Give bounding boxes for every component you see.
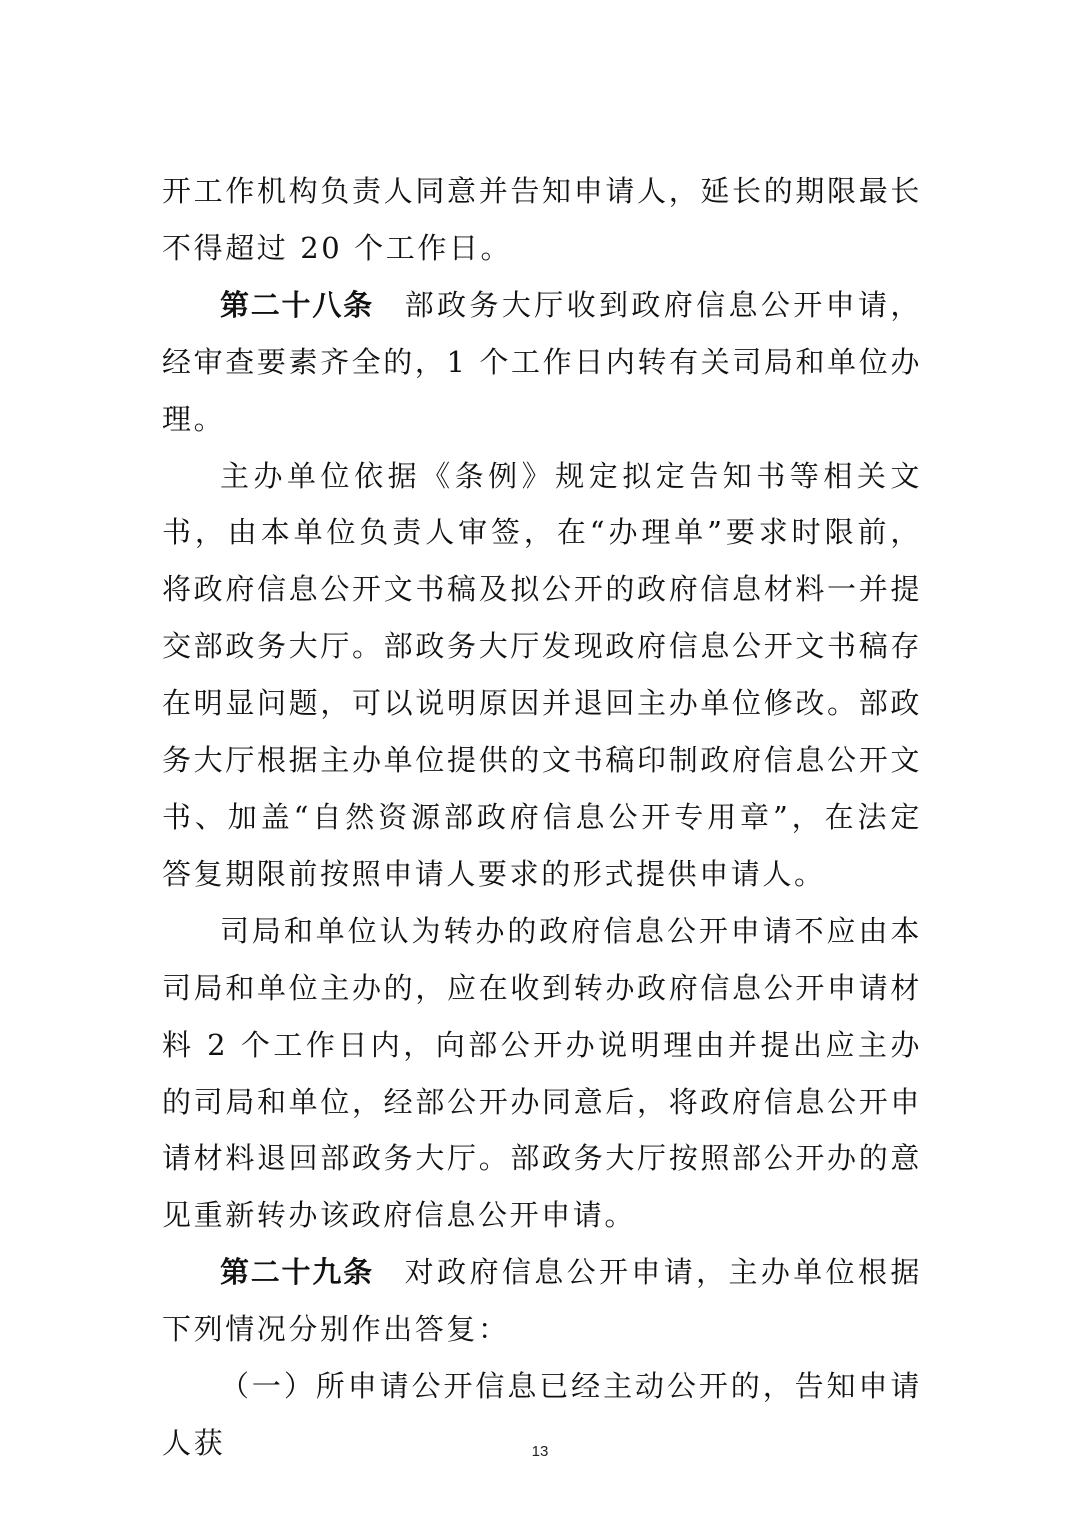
paragraph-text: （一）所申请公开信息已经主动公开的，告知申请人获 [162, 1369, 922, 1460]
paragraph-text: 开工作机构负责人同意并告知申请人，延长的期限最长不得超过 20 个工作日。 [162, 174, 922, 265]
paragraph-text: 对政府信息公开申请，主办单位根据下列情况分别作出答复： [162, 1255, 922, 1347]
article-label: 第二十九条 [220, 1255, 374, 1290]
paragraph-continuation [162, 163, 922, 277]
paragraph [162, 448, 922, 903]
paragraph-text: 主办单位依据《条例》规定拟定告知书等相关文书，由本单位负责人审签，在“办理单”要求时限前，将政府信息公开文书稿及拟公开的政府信息材料一并提交部政务大厅。部政务大厅发现政府信息公开文书稿存在明显问题，可以说明原因并退回主办单位修改。部政务大厅根据主办单位提供的文书稿印制政府信息公开文书、加盖“自然资源部政府信息公开专用章”，在法定答复期限前按照申请人要求的形式提供申请人。 [162, 458, 922, 891]
paragraph [162, 903, 922, 1244]
article-label: 第二十八条 [220, 287, 374, 322]
page-number: 13 [531, 1443, 549, 1460]
document-body [162, 163, 922, 1472]
article-29 [162, 1244, 922, 1358]
paragraph-text: 部政务大厅收到政府信息公开申请，经审查要素齐全的，1 个工作日内转有关司局和单位办理。 [162, 287, 922, 436]
article-28 [162, 277, 922, 448]
paragraph-text: 司局和单位认为转办的政府信息公开申请不应由本司局和单位主办的，应在收到转办政府信息公开申请材料 2 个工作日内，向部公开办说明理由并提出应主办的司局和单位，经部公开办同意后，将政府信息公开申请材料退回部政务大厅。部政务大厅按照部公开办的意见重新转办该政府信息公开申请。 [162, 913, 922, 1233]
